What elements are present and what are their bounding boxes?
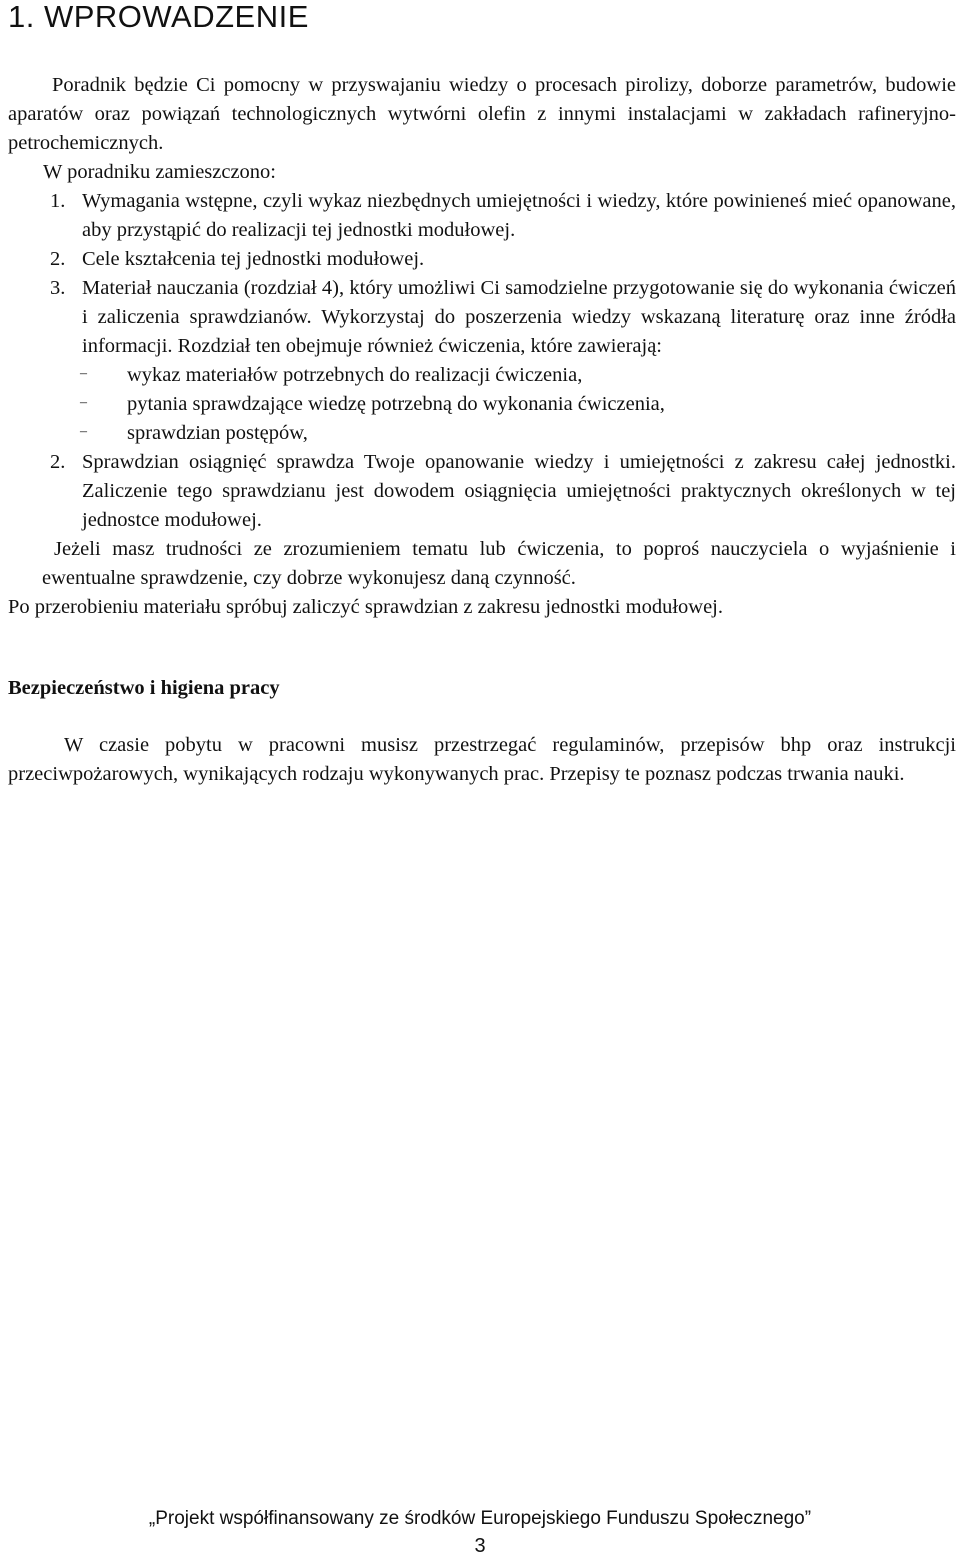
- list-number: 1.: [50, 190, 66, 212]
- list-item-text: Cele kształcenia tej jednostki modułowej.: [82, 248, 425, 270]
- intro-contents-label: W poradniku zamieszczono:: [43, 161, 277, 183]
- list-item-text: Materiał nauczania (rozdział 4), który umożliwi Ci samodzielne przygotowanie się do wykonania ćwiczeń i zaliczenia sprawdzianów. Wykorzystaj do poszerzenia wiedzy wskazaną literaturę oraz inne źródła informacji. Rozdział ten obejmuje również ćwiczenia, które zawierają:: [82, 277, 956, 357]
- footer-text: „Projekt współfinansowany ze środków Europejskiego Funduszu Społecznego”: [148, 1508, 812, 1529]
- sub-list-item: [8, 361, 956, 390]
- list-item-text: Sprawdzian osiągnięć sprawdza Twoje opanowanie wiedzy i umiejętności z zakresu całej jednostki. Zaliczenie tego sprawdzianu jest dowodem osiągnięcia umiejętności praktycznych określonych w tej jednostce modułowej.: [82, 451, 956, 531]
- list-item: [8, 245, 956, 274]
- page-number: 3: [474, 1535, 486, 1557]
- dash-bullet: –: [80, 395, 87, 410]
- dash-bullet: –: [80, 424, 87, 439]
- sub-list-item: [8, 419, 956, 448]
- intro-paragraph: Poradnik będzie Ci pomocny w przyswajaniu wiedzy o procesach pirolizy, doborze parametrów, budowie aparatów oraz powiązań technologicznych wytwórni olefin z innymi instalacjami w zakładach rafineryjno-petrochemicznych.: [8, 74, 956, 154]
- help-paragraph: Jeżeli masz trudności ze zrozumieniem tematu lub ćwiczenia, to poproś nauczyciela o wyjaśnienie i ewentualne sprawdzenie, czy dobrze wykonujesz daną czynność.: [42, 538, 956, 589]
- list-number: 3.: [50, 277, 66, 299]
- list-item: [8, 187, 956, 245]
- list-item: [8, 448, 956, 535]
- list-item-text: Wymagania wstępne, czyli wykaz niezbędnych umiejętności i wiedzy, które powinieneś mieć opanowane, aby przystąpić do realizacji tej jednostki modułowej.: [82, 190, 956, 241]
- sub-list-item-text: wykaz materiałów potrzebnych do realizacji ćwiczenia,: [127, 364, 583, 386]
- list-item: [8, 274, 956, 361]
- sub-list-item-text: sprawdzian postępów,: [127, 422, 308, 444]
- sub-list-item: [8, 390, 956, 419]
- section-heading: Bezpieczeństwo i higiena pracy: [8, 677, 280, 699]
- list-number: 2.: [50, 248, 66, 270]
- closing-paragraph: Po przerobieniu materiału spróbuj zaliczyć sprawdzian z zakresu jednostki modułowej.: [8, 596, 723, 618]
- sub-list-item-text: pytania sprawdzające wiedzę potrzebną do wykonania ćwiczenia,: [127, 393, 665, 415]
- dash-bullet: –: [80, 366, 87, 381]
- section-paragraph: W czasie pobytu w pracowni musisz przestrzegać regulaminów, przepisów bhp oraz instrukcji przeciwpożarowych, wynikających rodzaju wykonywanych prac. Przepisy te poznasz podczas trwania nauki.: [8, 734, 956, 785]
- document-body: [8, 71, 956, 789]
- list-number: 2.: [50, 451, 66, 473]
- page-heading: 1. WPROWADZENIE: [8, 0, 309, 34]
